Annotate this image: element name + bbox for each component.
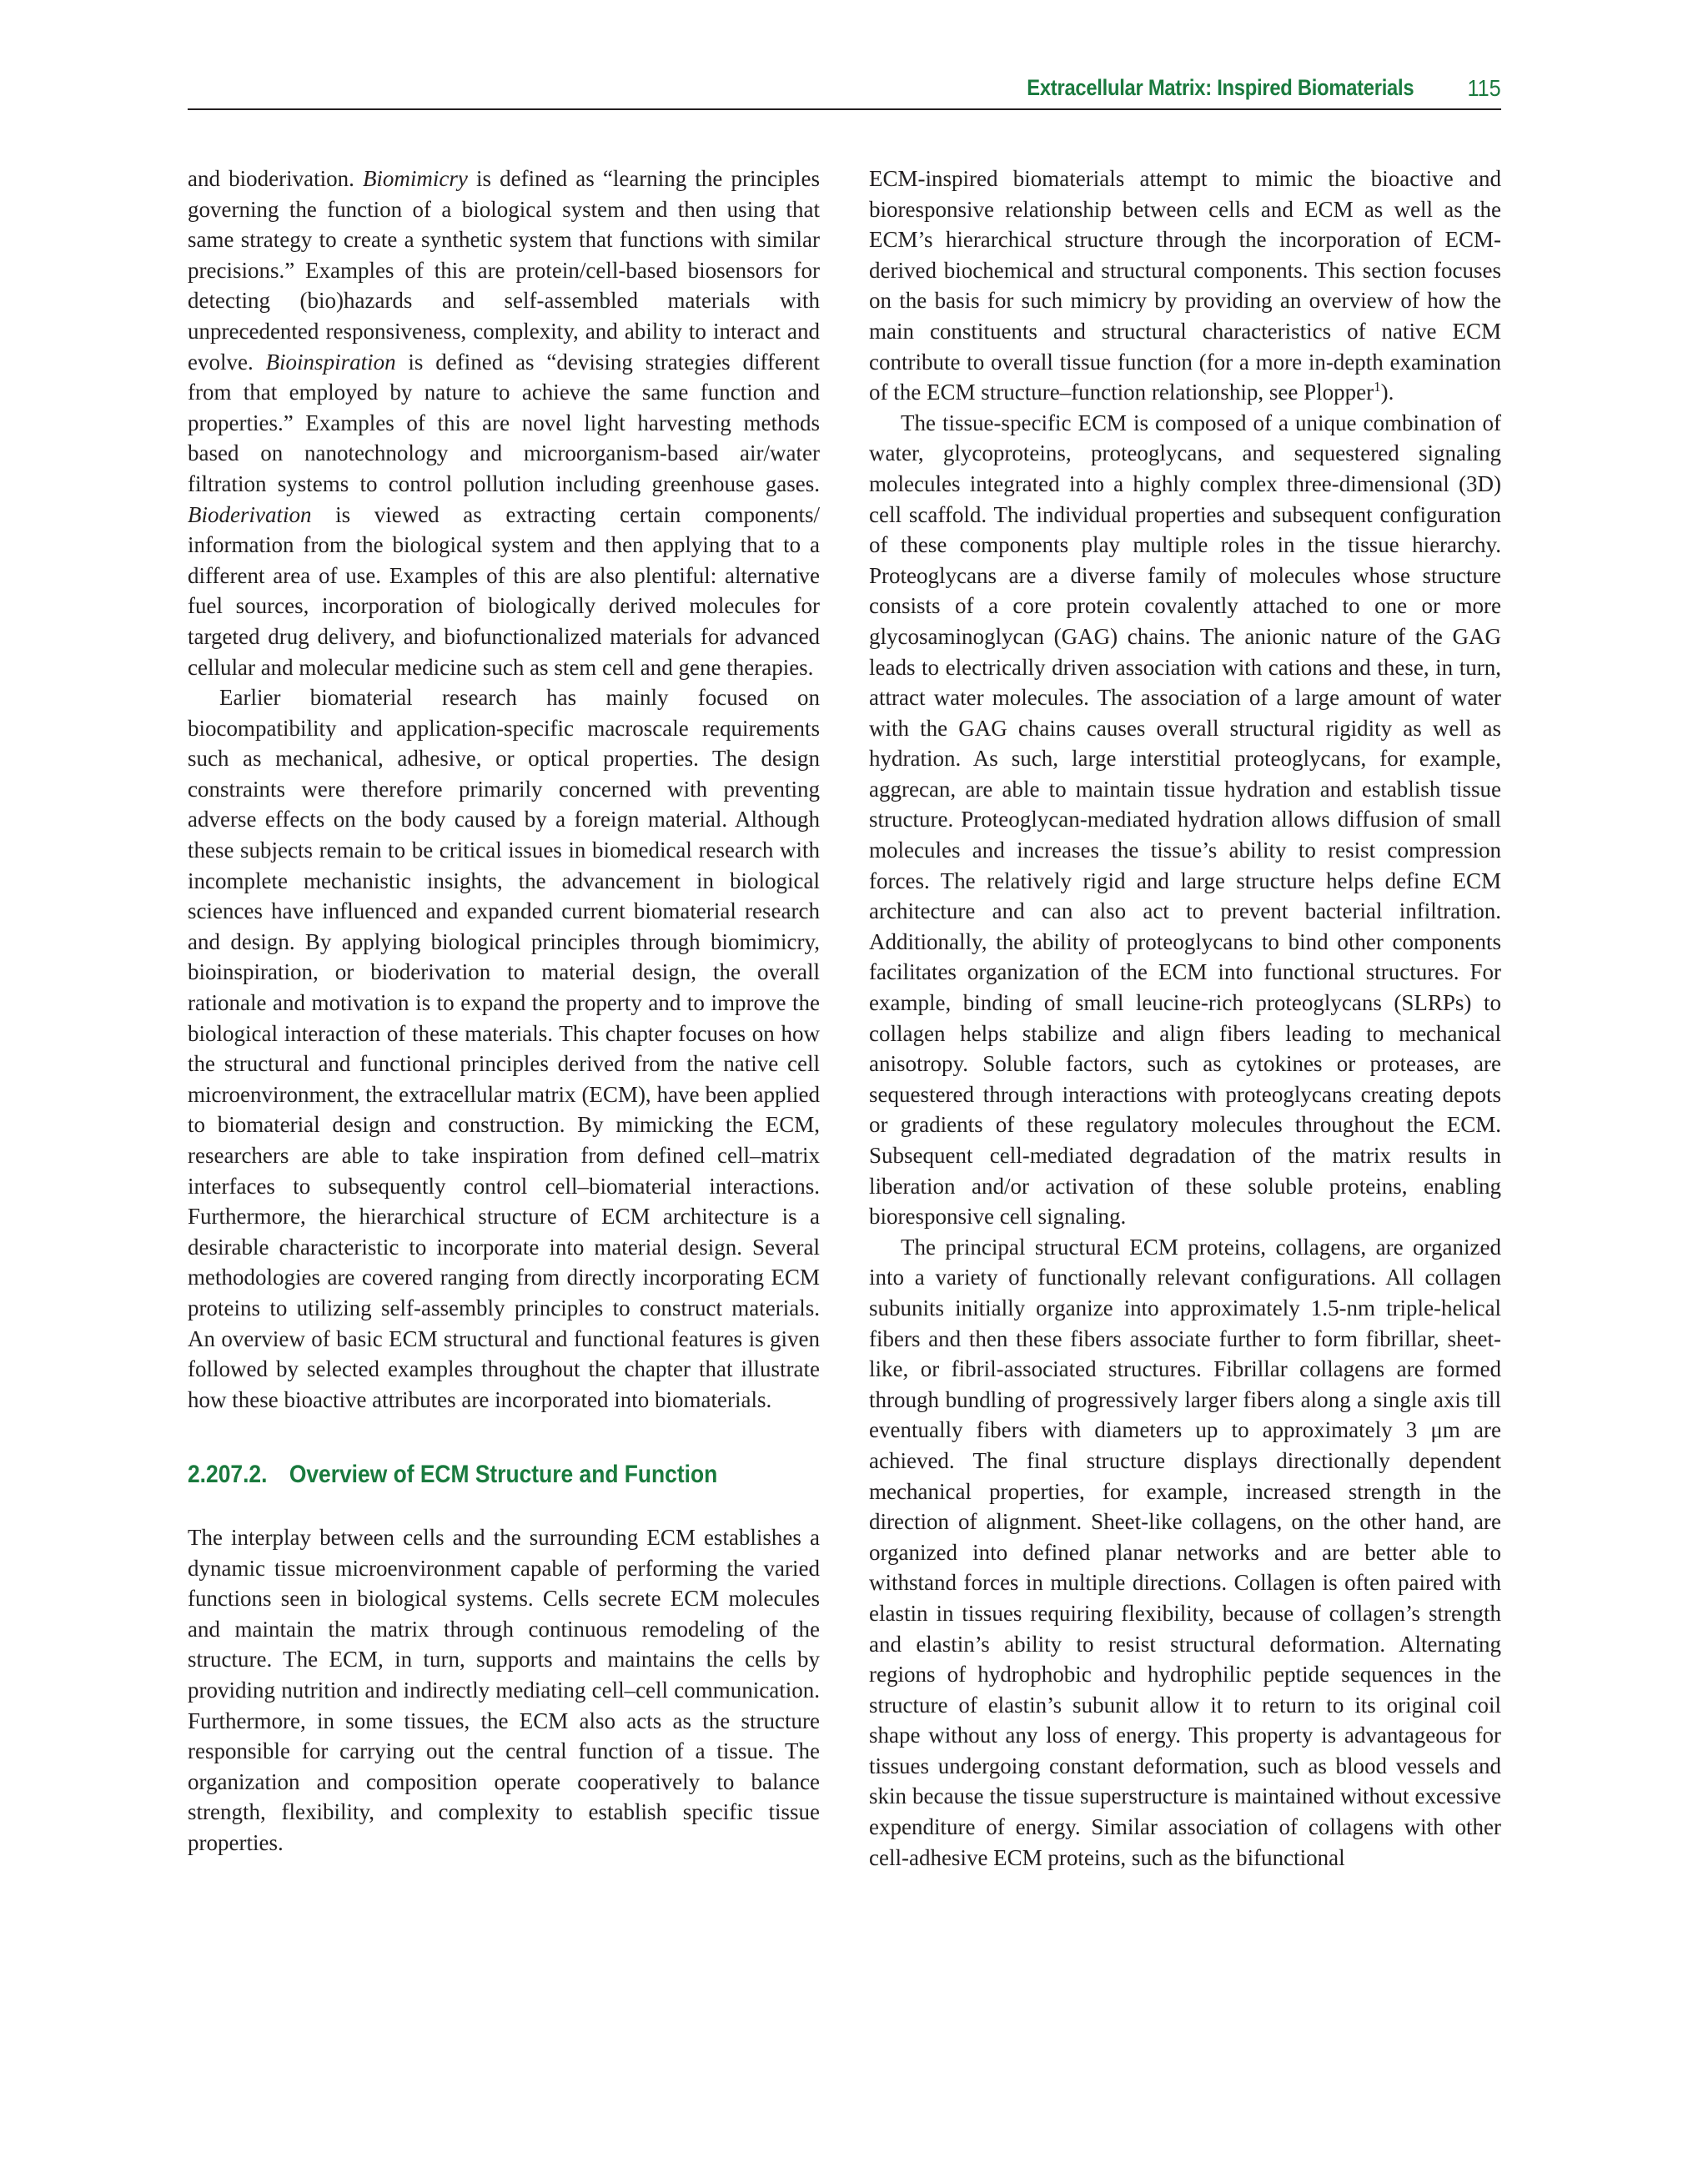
paragraph-collagens: The principal structural ECM proteins, collagens, are organized into a variety of functionally relevant configurations. All collagen subunits initially organize into approximately 1.5-nm triple-helical fibers and then these fibers associate further to form fibrillar, sheet-like, or fibril-associated structures. Fibrillar collagens are formed through bundling of progressively larger fibers along a single axis till eventually fibers with diameters up to approximately 3 μm are achieved. The final structure displays directionally dependent mechanical properties, for example, increased strength in the direction of alignment. Sheet-like collagens, on the other hand, are organized into defined planar networks and are better able to withstand forces in multiple directions. Collagen is often paired with elastin in tissues requiring flexibility, because of collagen’s strength and elastin’s ability to resist structural deformation. Alternating regions of hydrophobic and hydrophilic peptide sequences in the structure of elastin’s subunit allow it to return to its original coil shape without any loss of energy. This property is advantageous for tissues undergoing constant deformation, such as blood vessels and skin because the tissue superstructure is maintained without excessive expenditure of energy. Similar association of collagens with other cell-adhesive ECM proteins, such as the bifunctional [869,1234,1501,1870]
term-biomimicry: Biomimicry [362,166,468,191]
section-heading [188,1460,744,1491]
paragraph-definitions: and bioderivation. Biomimicry is defined as “learning the principles governing the function of a biological system and then using that same strategy to create a synthetic system that functions with similar precisions.” Examples of this are protein/cell-based biosensors for detecting (bio)hazards and self-assembled materials with unprecedented responsiveness, complexity, and ability to interact and evolve. Bioinspiration is defined as “devising strategies different from that employed by nature to achieve the same function and properties.” Examples of this are novel light harvesting methods based on nanotechnology and microorganism-based air/water filtration systems to control pollution including greenhouse gases. Bioderivation is viewed as extracting certain components/ information from the biological system and then applying that to a different area of use. Examples of this are also plentiful: alternative fuel sources, incorporation of biologically derived molecules for targeted drug delivery, and biofunctionalized materials for advanced cellular and molecular medicine such as stem cell and gene therapies. [188,166,820,680]
left-column [188,163,820,1858]
section-number: 2.207.2. [188,1461,268,1489]
paragraph-interplay: The interplay between cells and the surrounding ECM establishes a dynamic tissue microenvironment capable of performing the varied functions seen in biological systems. Cells secrete ECM molecules and maintain the matrix through continuous remodeling of the structure. The ECM, in turn, supports and maintains the cells by providing nutrition and indirectly mediating cell–cell communication. Furthermore, in some tissues, the ECM also acts as the structure responsible for carrying out the central function of a tissue. The organization and composition operate cooperatively to balance strength, flexibility, and complexity to establish specific tissue properties. [188,1524,820,1855]
reference-superscript[interactable]: 1 [1374,379,1381,395]
paragraph-ecm-inspired: ECM-inspired biomaterials attempt to mimic the bioactive and bioresponsive relationship between cells and ECM as well as the ECM’s hierarchical structure through the incorporation of ECM-derived biochemical and structural components. This section focuses on the basis for such mimicry by providing an overview of how the main constituents and structural characteristics of native ECM contribute to overall tissue function (for a more in-depth examination of the ECM structure–function relationship, see Plopper$^1$). [869,166,1501,405]
paragraph-tissue-specific-ecm: The tissue-specific ECM is composed of a unique combination of water, glycoproteins, proteoglycans, and sequestered signaling molecules integrated into a highly complex three-dimensional (3D) cell scaffold. The individual properties and subsequent configuration of these components play multiple roles in the tissue hierarchy. Proteoglycans are a diverse family of molecules whose structure consists of a core protein covalently attached to one or more glycosaminoglycan (GAG) chains. The anionic nature of the GAG leads to electrically driven association with cations and these, in turn, attract water molecules. The association of a large amount of water with the GAG chains causes overall structural rigidity as well as hydration. As such, large interstitial proteoglycans, for example, aggrecan, are able to maintain tissue hydration and establish tissue structure. Proteoglycan-mediated hydration allows diffusion of small molecules and increases the tissue’s ability to resist compression forces. The relatively rigid and large structure helps define ECM architecture and can also act to prevent bacterial infiltration. Additionally, the ability of proteoglycans to bind other components facilitates organization of the ECM into functional structures. For example, binding of small leucine-rich proteoglycans (SLRPs) to collagen helps stabilize and align fibers leading to mechanical anisotropy. Soluble factors, such as cytokines or proteases, are sequestered through interactions with proteoglycans creating depots or gradients of these regulatory molecules throughout the ECM. Subsequent cell-mediated degradation of the matrix results in liberation and/or activation of these soluble proteins, enabling bioresponsive cell signaling. [869,410,1501,1230]
term-bioderivation: Bioderivation [188,501,312,527]
term-bioinspiration: Bioinspiration [265,349,396,375]
paragraph-earlier-research: Earlier biomaterial research has mainly focused on biocompatibility and application-specific macroscale requirements such as mechanical, adhesive, or optical properties. The design constraints were therefore primarily concerned with preventing adverse effects on the body caused by a foreign material. Although these subjects remain to be critical issues in biomedical research with incomplete mechanistic insights, the advancement in biological sciences have influenced and expanded current biomaterial research and design. By applying biological principles through biomimicry, bioinspiration, or bioderivation to material design, the overall rationale and motivation is to expand the property and to improve the biological interaction of these materials. This chapter focuses on how the structural and functional principles derived from the native cell microenvironment, the extracellular matrix (ECM), have been applied to biomaterial design and construction. By mimicking the ECM, researchers are able to take inspiration from defined cell–matrix interfaces to subsequently control cell–biomaterial interactions. Furthermore, the hierarchical structure of ECM architecture is a desirable characteristic to incorporate into material design. Several methodologies are covered ranging from directly incorporating ECM proteins to utilizing self-assembly principles to construct materials. An overview of basic ECM structural and functional features is given followed by selected examples throughout the chapter that illustrate how these bioactive attributes are incorporated into biomaterials. [188,685,820,1412]
page-number: 115 [1467,75,1501,101]
running-header [188,75,1501,110]
section-title: Overview of ECM Structure and Function [289,1461,718,1489]
running-title: Extracellular Matrix: Inspired Biomaterials [1026,75,1414,100]
right-column [869,163,1501,1873]
